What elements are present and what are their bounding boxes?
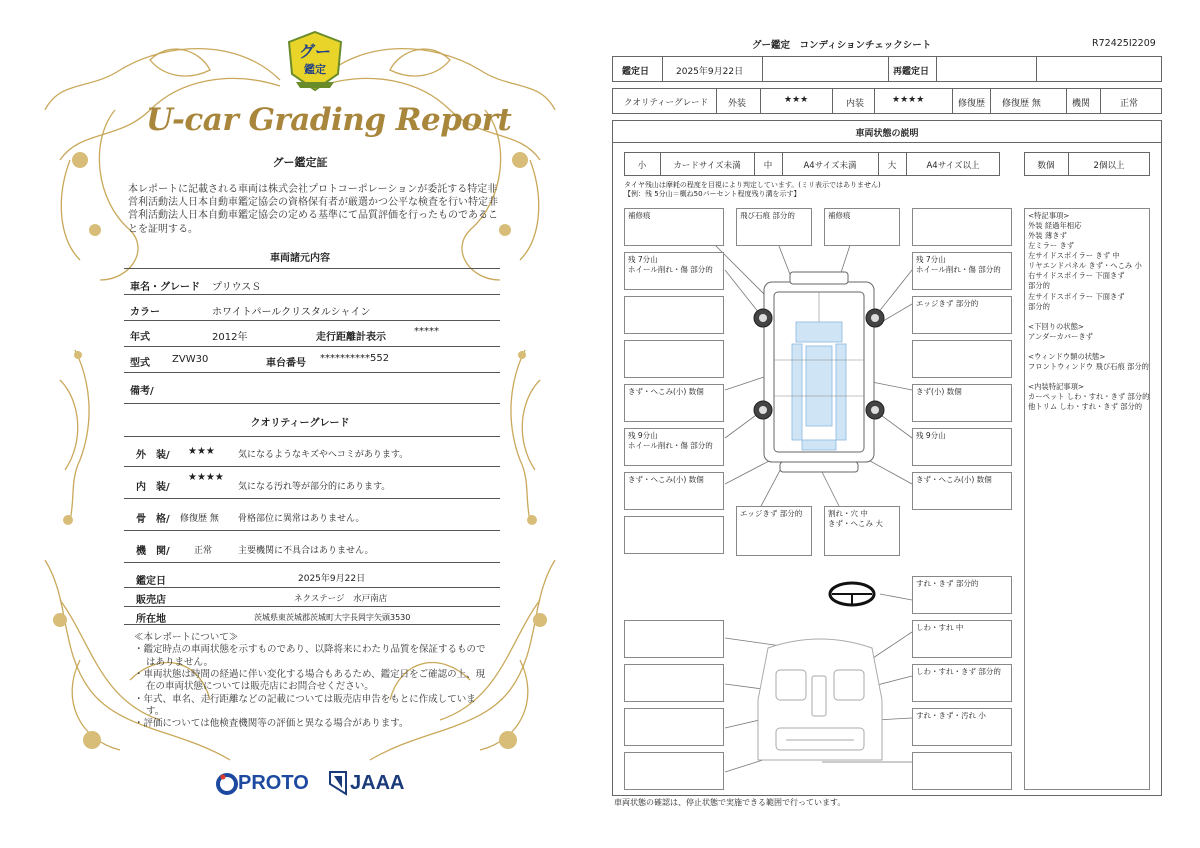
condition-box: [912, 752, 1012, 790]
count-label: 数個: [1037, 161, 1055, 171]
condition-box: しわ・すれ 中: [912, 620, 1012, 658]
mileage-value: *****: [414, 326, 439, 337]
date-value: 2025年9月22日: [676, 67, 744, 77]
condition-box: 割れ・穴 中 きず・へこみ 大: [824, 506, 900, 556]
condition-box: きず・へこみ(小) 数個: [912, 472, 1012, 510]
divider: [124, 498, 500, 499]
color-label: カラー: [130, 307, 160, 318]
condition-box: [624, 516, 724, 554]
certificate-text: 本レポートに記載される車両は株式会社プロトコーポレーションが委託する特定非営利活動法人日本自動車鑑定協会の資格保有者が厳選かつ公平な検査を行い特定非営利活動法人日本自動車鑑定協会の定める基準にて品質評価を行ったものであることを証明する。: [128, 184, 498, 235]
divider: [124, 624, 500, 625]
condition-box: きず・へこみ(小) 数個: [624, 384, 724, 422]
condition-box: 残 7分山 ホイール削れ・傷 部分的: [624, 252, 724, 290]
chassis-label: 車台番号: [266, 358, 306, 369]
repair-value: 修復歴 無: [1002, 99, 1041, 109]
size-small-desc: カードサイズ未満: [673, 161, 741, 171]
condition-box: [912, 340, 1012, 378]
condition-box: 補修痕: [824, 208, 900, 246]
condition-box: [624, 708, 724, 746]
note-item: ・評価については他検査機関等の評価と異なる場合があります。: [134, 718, 409, 730]
frame-desc: 骨格部位に異常はありません。: [238, 514, 365, 524]
model-label: 型式: [130, 358, 150, 369]
chassis-value: **********552: [320, 353, 390, 364]
exterior-stars: ★★★: [188, 446, 215, 457]
divider: [124, 587, 500, 588]
quality-section-title: クオリティーグレード: [250, 418, 350, 429]
reinspect-label: 再鑑定日: [893, 67, 930, 77]
jaaa-logo-icon: [328, 770, 348, 796]
condition-box: きず・へこみ(小) 数個: [624, 472, 724, 510]
frame-value: 修復歴 無: [180, 514, 219, 524]
notes-title: ≪本レポートについて≫: [134, 632, 239, 643]
divider: [124, 268, 500, 269]
interior-desc: 気になる汚れ等が部分的にあります。: [238, 482, 391, 492]
repair-label: 修復歴: [958, 99, 986, 109]
report-title: U-car Grading Report: [146, 102, 512, 138]
engine-label: 機 関/: [136, 546, 170, 557]
condition-box: 飛び石痕 部分的: [736, 208, 812, 246]
date-label: 鑑定日: [622, 67, 650, 77]
name-label: 車名・グレード: [130, 282, 200, 293]
divider: [124, 294, 500, 295]
address-value: 茨城県東茨城郡茨城町大字長岡字矢頭3530: [254, 613, 411, 622]
proto-logo-icon: [216, 773, 238, 795]
divider: [124, 320, 500, 321]
condition-box: 補修痕: [624, 208, 724, 246]
dealer-value: ネクステージ 水戸南店: [294, 594, 388, 604]
condition-box: [624, 340, 724, 378]
grade-label: クオリティーグレード: [624, 98, 709, 108]
condition-box: 残 7分山 ホイール削れ・傷 部分的: [912, 252, 1012, 290]
model-value: ZVW30: [172, 354, 209, 365]
engine-desc: 主要機関に不具合はありません。: [238, 546, 374, 556]
dealer-label: 販売店: [136, 595, 166, 606]
year-value: 2012年: [212, 332, 248, 343]
count-value: 2個以上: [1093, 161, 1125, 171]
condition-box: エッジきず 部分的: [736, 506, 812, 556]
condition-box: 残 9分山 ホイール削れ・傷 部分的: [624, 428, 724, 466]
size-large-desc: A4サイズ以上: [926, 161, 980, 171]
divider: [124, 346, 500, 347]
engine-label: 機関: [1072, 99, 1091, 109]
engine-value: 正常: [194, 546, 213, 556]
condition-box: すれ・きず 部分的: [912, 576, 1012, 614]
condition-box: [624, 296, 724, 334]
sheet-title: グー鑑定 コンディションチェックシート: [752, 40, 932, 51]
condition-box: [912, 208, 1012, 246]
size-small: 小: [637, 161, 647, 171]
exterior-desc: 気になるようなキズやヘコミがあります。: [238, 450, 409, 460]
interior-stars: ★★★★: [188, 472, 224, 483]
special-notes: <特記事項> 外装 経過年相応 外装 薄きず 左ミラー きず 左サイドスポイラー きず 中 リヤエンドパネル きず・へこみ 小 右サイドスポイラー 下面きず 部分的 左サイドスポイラー 下面きず 部分的 <下回りの状態> アンダーカバーきず <ウィンドウ類の状態> フロントウィンドウ 飛び石痕 部分的 <内装特記事項> カーペット しわ・すれ・きず 部分的 他トリム しわ・すれ・きず 部分的: [1024, 208, 1150, 790]
condition-box: [624, 664, 724, 702]
name-value: プリウスＳ: [212, 282, 262, 293]
frame-label: 骨 格/: [136, 514, 170, 525]
color-value: ホワイトパールクリスタルシャイン: [212, 307, 371, 318]
report-notes: [134, 632, 494, 731]
tire-note-example: 【例：残 5分山＝概ね50パーセント程度残り溝を示す】: [624, 190, 801, 198]
mileage-label: 走行距離計表示: [316, 332, 386, 343]
divider: [124, 403, 500, 404]
tire-note: タイヤ残山は摩耗の程度を目視により判定しています。(ミリ表示ではありません): [624, 181, 881, 189]
date-value: 2025年9月22日: [298, 574, 366, 584]
note-item: ・年式、車名、走行距離などの記載については販売店申告をもとに作成しています。: [134, 693, 476, 718]
condition-box: [624, 752, 724, 790]
remarks-label: 備考/: [130, 386, 154, 397]
report-id: R72425I2209: [1092, 38, 1156, 49]
divider: [124, 436, 500, 437]
address-label: 所在地: [136, 614, 166, 625]
condition-box: きず(小) 数個: [912, 384, 1012, 422]
size-mid-desc: A4サイズ未満: [803, 161, 857, 171]
divider: [124, 562, 500, 563]
jaaa-logo: JAAA: [350, 772, 405, 794]
exterior-label: 外 装/: [136, 450, 170, 461]
interior-label: 内 装/: [136, 482, 170, 493]
year-label: 年式: [130, 332, 150, 343]
divider: [124, 530, 500, 531]
condition-box: [624, 620, 724, 658]
steering-wheel-icon: [830, 583, 874, 605]
sheet-footer: 車両状態の確認は、停止状態で実施できる範囲で行っています。: [614, 798, 846, 807]
ext-label: 外装: [728, 99, 747, 109]
spec-section-title: 車両諸元内容: [270, 253, 330, 264]
badge-top-text: グー: [298, 42, 331, 61]
int-label: 内装: [846, 99, 865, 109]
size-large: 大: [887, 161, 897, 171]
goo-kantei-badge: [286, 30, 344, 92]
ext-stars: ★★★: [784, 95, 809, 105]
badge-bottom-text: 鑑定: [304, 63, 326, 76]
date-label: 鑑定日: [136, 576, 166, 587]
divider: [124, 606, 500, 607]
condition-box: 残 9分山: [912, 428, 1012, 466]
condition-box: しわ・すれ・きず 部分的: [912, 664, 1012, 702]
int-stars: ★★★★: [892, 95, 925, 105]
engine-value: 正常: [1120, 99, 1139, 109]
note-item: ・車両状態は時間の経過に伴い変化する場合もあるため、鑑定日をご確認の上、現在の車両状態については販売店にお問合せください。: [134, 669, 486, 693]
note-item: ・鑑定時点の車両状態を示すものであり、以降将来にわたり品質を保証するものではありません。: [134, 644, 486, 668]
divider: [124, 466, 500, 467]
certificate-title: グー鑑定証: [272, 156, 328, 169]
divider: [124, 372, 500, 373]
condition-check-sheet: [600, 0, 1200, 848]
condition-box: エッジきず 部分的: [912, 296, 1012, 334]
proto-logo: PROTO: [238, 772, 309, 794]
size-mid: 中: [763, 161, 773, 171]
condition-title: 車両状態の説明: [855, 129, 919, 139]
condition-box: すれ・きず・汚れ 小: [912, 708, 1012, 746]
